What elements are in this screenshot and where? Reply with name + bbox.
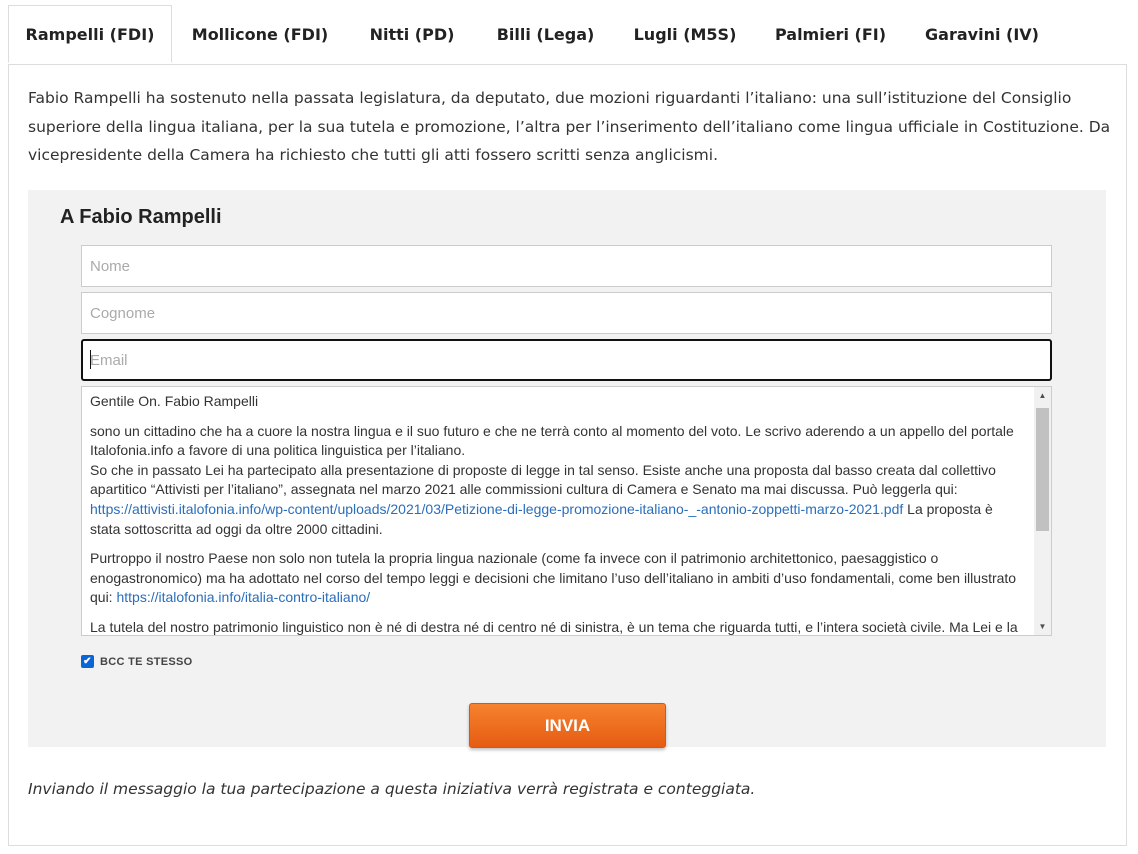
message-p1b: So che in passato Lei ha partecipato alla presentazione di proposte di legge in tal senso. Esiste anche una proposta dal basso creata dal collettivo apartitico “Attivisti per l’italiano”, assegnata nel marzo 2021 alle commissioni cultura di Camera e Senato ma mai discussa. Può leggerla qui: [90, 461, 996, 498]
tab-mollicone[interactable]: Mollicone (FDI) [191, 24, 329, 44]
message-content [90, 392, 1025, 636]
bcc-label: BCC TE STESSO [100, 655, 193, 668]
message-p2: Purtroppo il nostro Paese non solo non tutela la propria lingua nazionale (come fa invece con il patrimonio architettonico, paesaggistico o enogastronomico) ma ha adottato nel corso del tempo leggi e decisioni che limitano l’uso dell’italiano in ambiti d’uso fondamentali, come ben illustrato qui: [90, 550, 1017, 606]
message-textarea[interactable] [81, 386, 1052, 636]
tab-lugli[interactable]: Lugli (M5S) [633, 24, 737, 44]
checkmark-icon: ✔ [83, 655, 92, 667]
message-paragraph-3: La tutela del nostro patrimonio linguistico non è né di destra né di centro né di sinistra, è un tema che riguarda tutti, e l’intera società civile. Ma Lei e la [90, 618, 1018, 635]
form-title: A Fabio Rampelli [60, 206, 222, 228]
nome-field[interactable] [81, 245, 1052, 287]
email-field[interactable] [81, 339, 1052, 381]
tab-nitti[interactable]: Nitti (PD) [369, 24, 455, 44]
footnote: Inviando il messaggio la tua partecipazione a questa iniziativa verrà registrata e conteggiata. [28, 780, 756, 798]
scroll-thumb[interactable] [1036, 408, 1049, 531]
message-p1: sono un cittadino che ha a cuore la nostra lingua e il suo futuro e che ne terrà conto al momento del voto. Le scrivo aderendo a un appello del portale Italofonia.info a favore di una politica linguistica per l’italiano. [90, 422, 1014, 459]
message-p1c: La proposta è stata sottoscritta ad oggi da oltre 2000 cittadini. [90, 500, 993, 537]
intro-text: Fabio Rampelli ha sostenuto nella passata legislatura, da deputato, due mozioni riguardanti l’italiano: una sull’istituzione del Consiglio superiore della lingua italiana, per la sua tutela e promozione, l’altra per l’inserimento dell’italiano come lingua ufficiale in Costituzione. Da vicepresidente della Camera ha richiesto che tutti gli atti fossero scritti senza anglicismi. [28, 89, 1111, 165]
message-paragraph-2 [90, 549, 1025, 608]
tab-billi[interactable]: Billi (Lega) [496, 24, 595, 44]
tab-bar [8, 5, 1127, 65]
bcc-option[interactable] [81, 655, 193, 668]
message-paragraph [90, 422, 1025, 540]
petition-link[interactable]: https://attivisti.italofonia.info/wp-content/uploads/2021/03/Petizione-di-legge-promozione-italiano-_-antonio-zoppetti-marzo-2021.pdf [90, 500, 904, 517]
message-greeting: Gentile On. Fabio Rampelli [90, 393, 259, 409]
scroll-down-arrow-icon[interactable]: ▼ [1038, 621, 1047, 631]
tab-rampelli[interactable]: Rampelli (FDI) [8, 5, 172, 63]
text-caret [90, 350, 91, 369]
send-button[interactable]: INVIA [469, 703, 666, 748]
scroll-up-arrow-icon[interactable]: ▲ [1038, 390, 1047, 400]
italofonia-link[interactable]: https://italofonia.info/italia-contro-italiano/ [116, 589, 371, 606]
tab-palmieri[interactable]: Palmieri (FI) [774, 24, 887, 44]
bcc-checkbox[interactable] [81, 655, 94, 668]
tab-garavini[interactable]: Garavini (IV) [925, 24, 1039, 44]
cognome-field[interactable] [81, 292, 1052, 334]
message-scrollbar[interactable] [1034, 387, 1051, 635]
